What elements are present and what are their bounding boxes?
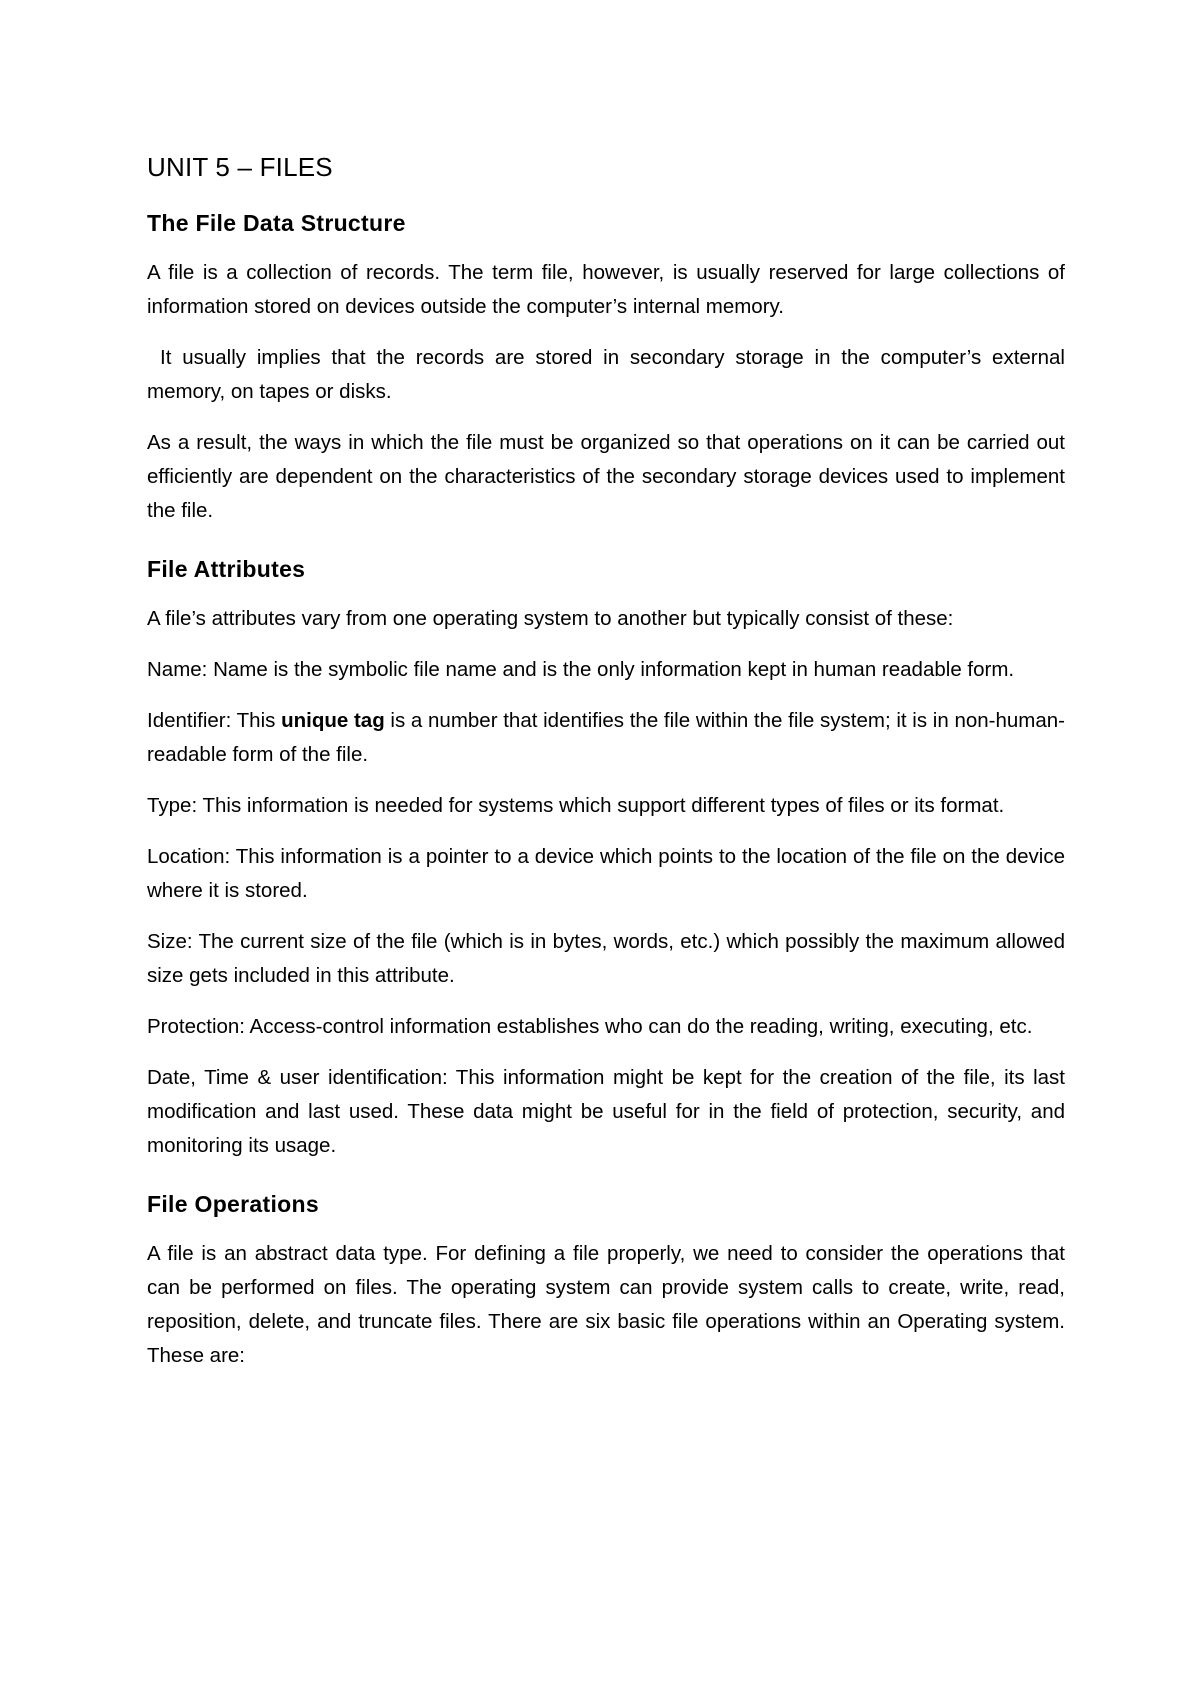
paragraph-structure-3: As a result, the ways in which the file must be organized so that operations on it can be carried out efficiently are dependent on the characteristics of the secondary storage devices used to implement the file. <box>147 431 1065 522</box>
attribute-location: Location: This information is a pointer to a device which points to the location of the file on the device where it is stored. <box>147 845 1065 902</box>
attribute-date-time: Date, Time & user identification: This information might be kept for the creation of the file, its last modification and last used. These data might be useful for in the field of protection, security, and monitoring its usage. <box>147 1066 1065 1157</box>
attribute-identifier-bold: unique tag <box>281 709 385 732</box>
attribute-type: Type: This information is needed for systems which support different types of files or its format. <box>147 794 1005 817</box>
paragraph-structure-1: A file is a collection of records. The term file, however, is usually reserved for large collections of information stored on devices outside the computer’s internal memory. <box>147 261 1065 318</box>
attribute-size: Size: The current size of the file (which is in bytes, words, etc.) which possibly the maximum allowed size gets included in this attribute. <box>147 930 1065 987</box>
heading-file-data-structure: The File Data Structure <box>147 210 406 236</box>
attribute-protection: Protection: Access-control information establishes who can do the reading, writing, executing, etc. <box>147 1015 1033 1038</box>
attribute-name: Name: Name is the symbolic file name and is the only information kept in human readable form. <box>147 658 1015 681</box>
paragraph-operations-1: A file is an abstract data type. For defining a file properly, we need to consider the operations that can be performed on files. The operating system can provide system calls to create, write, read, reposition, delete, and truncate files. There are six basic file operations within an Operating system. These are: <box>147 1242 1065 1367</box>
document-page <box>147 150 1065 1390</box>
paragraph-structure-2: It usually implies that the records are stored in secondary storage in the computer’s external memory, on tapes or disks. <box>147 346 1065 403</box>
paragraph-attributes-intro: A file’s attributes vary from one operating system to another but typically consist of these: <box>147 607 954 630</box>
heading-file-operations: File Operations <box>147 1191 319 1217</box>
attribute-identifier-post: is a number that identifies the file within the file system; it is in non-human-readable form of the file. <box>147 709 1065 766</box>
attribute-identifier <box>147 704 1065 772</box>
unit-title: UNIT 5 – FILES <box>147 152 333 182</box>
attribute-identifier-pre: Identifier: This <box>147 709 282 732</box>
heading-file-attributes: File Attributes <box>147 556 306 582</box>
